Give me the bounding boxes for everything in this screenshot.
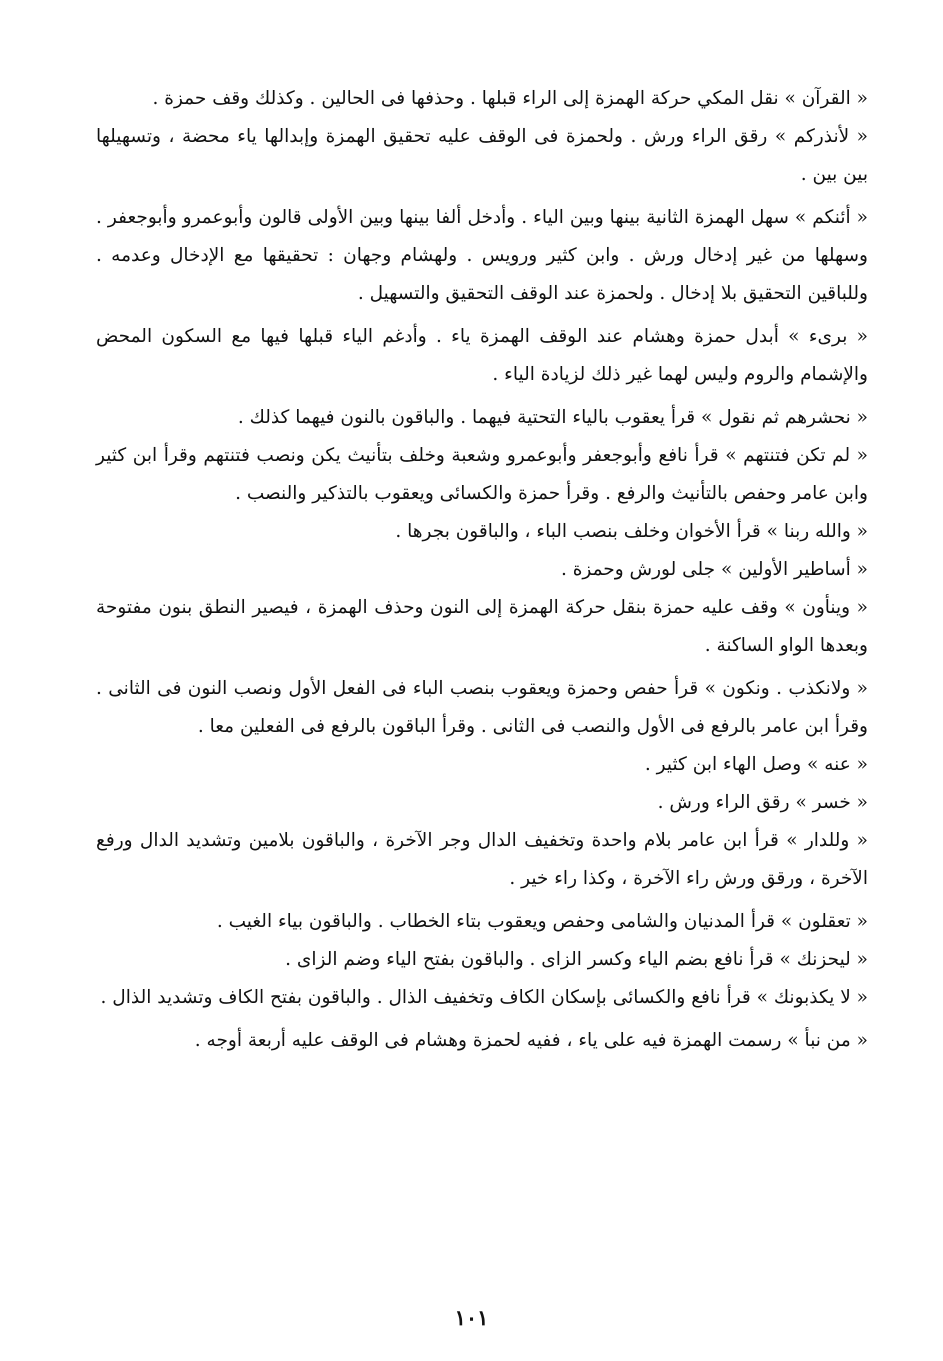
paragraph-anhu: « عنه » وصل الهاء ابن كثير . xyxy=(644,754,868,775)
document-body xyxy=(96,80,868,1060)
page-number: ١٠١ xyxy=(454,1305,489,1330)
paragraph-yanawna: « وينأون » وقف عليه حمزة بنقل حركة الهمزة إلى النون وحذف الهمزة ، فيصير النطق بنون مفتوحة وبعدها الواو الساكنة . xyxy=(96,597,868,656)
paragraph-la-yahzunuka: « ليحزنك » قرأ نافع بضم الياء وكسر الزاى . والباقون بفتح الياء وضم الزاى . xyxy=(285,949,868,970)
paragraph-bari: « برىء » أبدل حمزة وهشام عند الوقف الهمزة ياء . وأدغم الياء قبلها فيها مع السكون المحض والإشمام والروم وليس لهما غير ذلك لزيادة الياء . xyxy=(96,326,868,385)
paragraph-nahshuruhum: « نحشرهم ثم نقول » قرأ يعقوب بالياء التحتية فيهما . والباقون بالنون فيهما كذلك . xyxy=(237,407,868,428)
paragraph-la-yukaththibunaka: « لا يكذبونك » قرأ نافع والكسائى بإسكان الكاف وتخفيف الذال . والباقون بفتح الكاف وتشديد الذال . xyxy=(100,987,868,1008)
paragraph-taqilun: « تعقلون » قرأ المدنيان والشامى وحفص ويعقوب بتاء الخطاب . والباقون بياء الغيب . xyxy=(216,911,868,932)
paragraph-wa-lid-dar: « وللدار » قرأ ابن عامر بلام واحدة وتخفيف الدال وجر الآخرة ، والباقون بلامين وتشديد الدال ورفع الآخرة ، ورقق ورش راء الآخرة ، وكذا راء خير . xyxy=(96,830,868,889)
paragraph-min-naba: « من نبأ » رسمت الهمزة فيه على ياء ، ففيه لحمزة وهشام فى الوقف عليه أربعة أوجه . xyxy=(194,1030,868,1051)
paragraph-lam-takun: « لم تكن فتنتهم » قرأ نافع وأبوجعفر وأبوعمرو وشعبة وخلف بتأنيث يكن ونصب فتنتهم وقرأ ابن كثير وابن عامر وحفص بالتأنيث والرفع . وقرأ حمزة والكسائى ويعقوب بالتذكير والنصب . xyxy=(96,445,868,504)
paragraph-a-innakum: « أئنكم » سهل الهمزة الثانية بينها وبين الياء . وأدخل ألفا بينها وبين الأولى قالون وأبوعمرو وأبوجعفر . وسهلها من غير إدخال ورش . وابن كثير ورويس . ولهشام وجهان : تحقيقها مع الإدخال وعدمه . وللباقين التحقيق بلا إدخال . ولحمزة عند الوقف التحقيق والتسهيل . xyxy=(96,207,868,304)
paragraph-wa-la-nukaththib: « ولانكذب . ونكون » قرأ حفص وحمزة ويعقوب بنصب الباء فى الفعل الأول ونصب النون فى الثانى . وقرأ ابن عامر بالرفع فى الأول والنصب فى الثانى . وقرأ الباقون بالرفع فى الفعلين معا . xyxy=(96,678,868,737)
paragraph-li-unthirakum: « لأنذركم » رقق الراء ورش . ولحمزة فى الوقف عليه تحقيق الهمزة وإبدالها ياء محضة ، وتسهيلها بين بين . xyxy=(96,126,868,185)
paragraph-khasira: « خسر » رقق الراء ورش . xyxy=(657,792,868,813)
paragraph-wallahi-rabbina: « والله ربنا » قرأ الأخوان وخلف بنصب الباء ، والباقون بجرها . xyxy=(395,521,868,542)
paragraph-asatir: « أساطير الأولين » جلى لورش وحمزة . xyxy=(560,559,868,580)
paragraph-al-quran: « القرآن » نقل المكي حركة الهمزة إلى الراء قبلها . وحذفها فى الحالين . وكذلك وقف حمزة . xyxy=(152,88,868,109)
